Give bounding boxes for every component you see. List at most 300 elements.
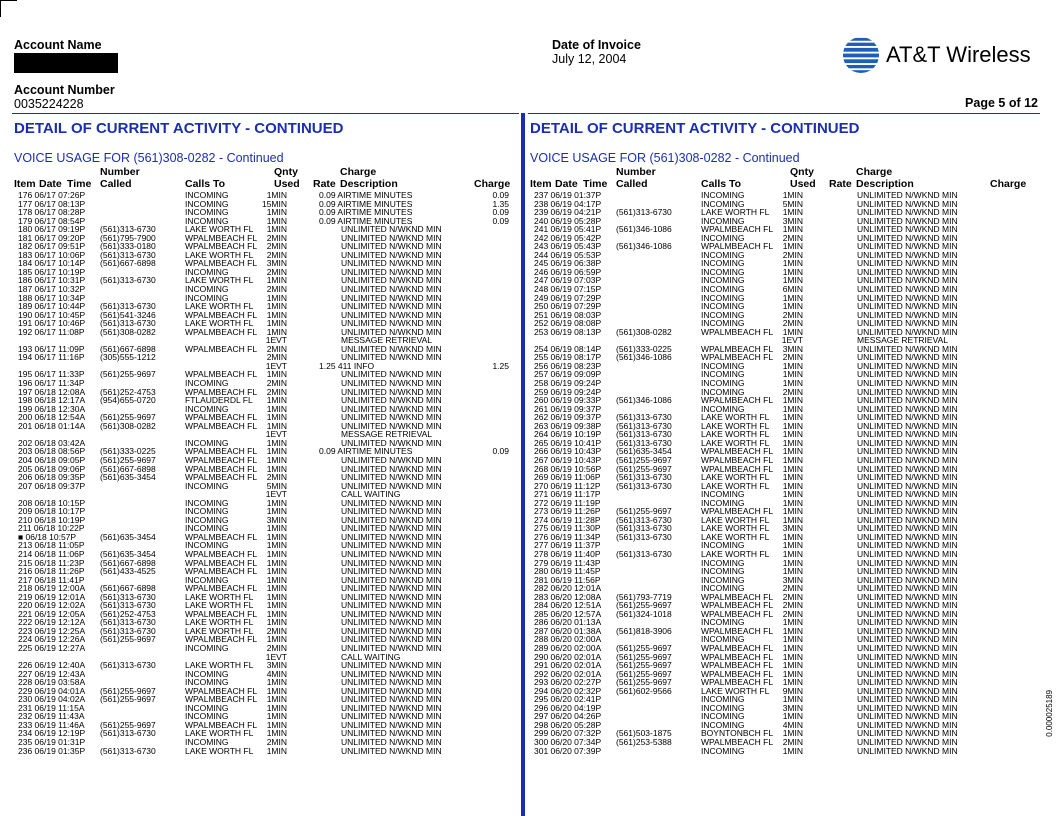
cell-calls-to: LAKE WORTH FL xyxy=(185,728,254,739)
cell-rate-description: UNLIMITED N/WKND MIN xyxy=(857,437,958,448)
cell-rate-description: UNLIMITED N/WKND MIN xyxy=(857,711,958,722)
table-row xyxy=(12,439,509,448)
cell-calls-to: WPALMBEACH FL xyxy=(185,412,258,423)
cell-item-date-time: 242 06/19 05:42P xyxy=(534,232,602,243)
cell-item-date-time: 226 06/19 12:40A xyxy=(18,660,86,671)
cell-charge: 0.09 xyxy=(492,215,509,226)
cell-called-number: (561)313-6730 xyxy=(100,617,156,628)
cell-charge: 1.35 xyxy=(492,198,509,209)
cell-calls-to: INCOMING xyxy=(185,702,229,713)
cell-rate-description: UNLIMITED N/WKND MIN xyxy=(857,728,958,739)
cell-item-date-time: 272 06/19 11:19P xyxy=(534,497,601,508)
column-headers xyxy=(12,165,509,191)
cell-rate-description: UNLIMITED N/WKND MIN xyxy=(341,497,442,508)
cell-calls-to: INCOMING xyxy=(701,360,745,371)
cell-qty-used: 1MIN xyxy=(782,540,803,551)
hdr-number: Number xyxy=(100,166,140,178)
cell-item-date-time: 300 06/20 07:34P xyxy=(534,737,602,747)
cell-item-date-time: 201 06/18 01:14A xyxy=(18,420,86,431)
cell-qty-used: 1MIN xyxy=(782,463,803,474)
cell-called-number: (561)255-9697 xyxy=(100,694,156,705)
cell-called-number: (561)818-3906 xyxy=(616,625,672,636)
cell-calls-to: INCOMING xyxy=(701,198,745,209)
cell-rate-description: UNLIMITED N/WKND MIN xyxy=(341,660,442,671)
cell-item-date-time: 217 06/18 11:41P xyxy=(18,574,85,585)
cell-calls-to: INCOMING xyxy=(185,198,229,209)
cell-called-number: (561)313-6730 xyxy=(616,437,672,448)
hdr-rate-r: Rate xyxy=(829,178,852,190)
cell-qty-used: 1MIN xyxy=(782,531,803,542)
cell-rate-description: UNLIMITED N/WKND MIN xyxy=(857,514,958,525)
cell-item-date-time: 182 06/17 09:51P xyxy=(18,241,86,252)
cell-qty-used: 1MIN xyxy=(782,241,803,252)
cell-item-date-time: 263 06/19 09:38P xyxy=(534,420,602,431)
cell-called-number: (561)313-6730 xyxy=(616,420,672,431)
section-title: DETAIL OF CURRENT ACTIVITY - CONTINUED xyxy=(14,120,344,137)
cell-calls-to: WPALMBEACH FL xyxy=(185,608,258,619)
cell-rate-description: UNLIMITED N/WKND MIN xyxy=(857,685,958,696)
cell-item-date-time: 177 06/17 08:13P xyxy=(18,198,86,209)
cell-calls-to: WPALMBEACH FL xyxy=(701,224,774,235)
cell-item-date-time: 288 06/20 02:00A xyxy=(534,634,602,645)
cell-rate-description: UNLIMITED N/WKND MIN xyxy=(857,574,958,585)
cell-rate-description: UNLIMITED N/WKND MIN xyxy=(857,557,958,568)
cell-qty-used: 1EVT xyxy=(781,335,803,346)
cell-item-date-time: 295 06/20 02:41P xyxy=(534,694,602,705)
cell-rate-description: UNLIMITED N/WKND MIN xyxy=(341,617,442,628)
cell-called-number: (561)313-6730 xyxy=(616,412,672,423)
cell-qty-used: 1MIN xyxy=(266,728,287,739)
hdr-used: Used xyxy=(274,178,300,190)
cell-qty-used: 1EVT xyxy=(265,651,287,662)
left-usage-rows xyxy=(12,191,509,755)
account-number-label: Account Number xyxy=(14,83,115,97)
hdr-charge-top: Charge xyxy=(340,166,377,178)
cell-qty-used: 1MIN xyxy=(266,591,287,602)
cell-qty-used: 1MIN xyxy=(782,489,803,500)
cell-rate-description: UNLIMITED N/WKND MIN xyxy=(857,617,958,628)
cell-calls-to: LAKE WORTH FL xyxy=(701,685,770,696)
cell-qty-used: 1MIN xyxy=(266,523,287,534)
cell-rate-description: UNLIMITED N/WKND MIN xyxy=(857,531,958,542)
cell-calls-to: INCOMING xyxy=(185,540,229,551)
cell-rate-description: UNLIMITED N/WKND MIN xyxy=(341,728,442,739)
cell-qty-used: 1MIN xyxy=(782,437,803,448)
cell-rate-description: UNLIMITED N/WKND MIN xyxy=(341,531,442,542)
cell-qty-used: 1MIN xyxy=(782,429,803,440)
cell-called-number: (561)602-9566 xyxy=(616,685,672,696)
cell-item-date-time: 266 06/19 10:43P xyxy=(534,446,602,457)
cell-qty-used: 1MIN xyxy=(266,318,287,329)
cell-calls-to: LAKE WORTH FL xyxy=(185,591,254,602)
cell-calls-to: LAKE WORTH FL xyxy=(701,207,770,218)
invoice-date-block xyxy=(552,38,641,66)
cell-item-date-time: 191 06/17 10:46P xyxy=(18,318,86,329)
cell-item-date-time: 180 06/17 09:19P xyxy=(18,224,86,235)
cell-calls-to: INCOMING xyxy=(701,403,745,414)
cell-item-date-time: 258 06/19 09:24P xyxy=(534,378,602,389)
cell-rate-description: UNLIMITED N/WKND MIN xyxy=(857,343,958,354)
cell-calls-to: INCOMING xyxy=(701,711,745,722)
cell-called-number: (561)313-6730 xyxy=(616,480,672,491)
cell-rate-description: UNLIMITED N/WKND MIN xyxy=(857,472,958,483)
cell-calls-to: WPALMBEACH FL xyxy=(701,737,774,747)
cell-rate-description: UNLIMITED N/WKND MIN xyxy=(857,694,958,705)
att-wireless-logo xyxy=(842,36,1031,74)
cell-item-date-time: 289 06/20 02:00A xyxy=(534,642,602,653)
cell-called-number: (561)333-0180 xyxy=(100,241,156,252)
cell-calls-to: WPALMBEACH FL xyxy=(185,232,258,243)
cell-qty-used: 4MIN xyxy=(266,668,287,679)
cell-calls-to: WPALMBEACH FL xyxy=(701,677,774,688)
cell-calls-to: WPALMBEACH FL xyxy=(185,548,258,559)
cell-calls-to: WPALMBEACH FL xyxy=(701,343,774,354)
cell-rate-description: UNLIMITED N/WKND MIN xyxy=(341,454,442,465)
cell-item-date-time: 233 06/19 11:46A xyxy=(18,719,85,730)
cell-qty-used: 1MIN xyxy=(782,301,803,312)
cell-qty-used: 2MIN xyxy=(266,472,287,483)
cell-qty-used: 1MIN xyxy=(266,309,287,320)
cell-calls-to: INCOMING xyxy=(701,369,745,380)
hdr-charge-r: Charge xyxy=(990,178,1027,190)
table-row xyxy=(12,200,509,209)
cell-calls-to: WPALMBEACH FL xyxy=(701,352,774,363)
cell-rate-description: UNLIMITED N/WKND MIN xyxy=(341,557,442,568)
cell-qty-used: 2MIN xyxy=(782,737,803,747)
cell-called-number: (561)346-1086 xyxy=(616,395,672,406)
cell-called-number: (561)255-9697 xyxy=(100,369,156,380)
hdr-called-r: Called xyxy=(616,178,648,190)
cell-calls-to: INCOMING xyxy=(185,523,229,534)
cell-qty-used: 1MIN xyxy=(266,566,287,577)
cell-item-date-time: 251 06/19 08:03P xyxy=(534,309,602,320)
cell-item-date-time: 229 06/19 04:01A xyxy=(18,685,86,696)
cell-qty-used: 1MIN xyxy=(266,540,287,551)
cell-calls-to: WPALMBEACH FL xyxy=(701,506,774,517)
cell-rate-description: UNLIMITED N/WKND MIN xyxy=(857,600,958,611)
cell-qty-used: 1MIN xyxy=(782,275,803,286)
cell-calls-to: INCOMING xyxy=(185,668,229,679)
cell-rate-description: UNLIMITED N/WKND MIN xyxy=(857,326,958,337)
cell-qty-used: 2MIN xyxy=(782,600,803,611)
cell-calls-to: WPALMBEACH FL xyxy=(185,531,258,542)
cell-qty-used: 2MIN xyxy=(782,583,803,594)
cell-qty-used: 2MIN xyxy=(266,737,287,747)
cell-qty-used: 1MIN xyxy=(782,403,803,414)
cell-qty-used: 1MIN xyxy=(782,258,803,269)
cell-rate-description: UNLIMITED N/WKND MIN xyxy=(341,420,442,431)
cell-item-date-time: 203 06/18 08:56P xyxy=(18,446,86,457)
cell-calls-to: WPALMBEACH FL xyxy=(701,660,774,671)
cell-qty-used: 1EVT xyxy=(265,489,287,500)
cell-called-number: (561)255-9697 xyxy=(616,454,672,465)
brand-name: AT&T Wireless xyxy=(886,42,1031,67)
cell-item-date-time: 296 06/20 04:19P xyxy=(534,702,602,713)
cell-rate-description: UNLIMITED N/WKND MIN xyxy=(857,403,958,414)
cell-item-date-time: 200 06/18 12:54A xyxy=(18,412,86,423)
cell-item-date-time: 194 06/17 11:16P xyxy=(18,352,85,363)
section-title-right: DETAIL OF CURRENT ACTIVITY - CONTINUED xyxy=(530,120,860,137)
cell-rate-description: UNLIMITED N/WKND MIN xyxy=(857,360,958,371)
cell-qty-used: 1MIN xyxy=(782,514,803,525)
cell-item-date-time: 285 06/20 12:57A xyxy=(534,608,602,619)
cell-called-number: (561)667-6898 xyxy=(100,258,156,269)
cell-item-date-time: 176 06/17 07:26P xyxy=(18,190,86,200)
cell-item-date-time: 284 06/20 12:51A xyxy=(534,600,602,611)
cell-rate-description: 0.09 AIRTIME MINUTES xyxy=(319,198,413,209)
cell-calls-to: LAKE WORTH FL xyxy=(701,523,770,534)
cell-called-number: (561)313-6730 xyxy=(616,514,672,525)
cell-rate-description: UNLIMITED N/WKND MIN xyxy=(341,600,442,611)
cell-calls-to: WPALMBEACH FL xyxy=(185,420,258,431)
cell-qty-used: 1MIN xyxy=(266,275,287,286)
cell-item-date-time: 178 06/17 08:28P xyxy=(18,207,86,218)
cell-qty-used: 2MIN xyxy=(266,241,287,252)
cell-charge: 1.25 xyxy=(492,360,509,371)
cell-calls-to: WPALMBEACH FL xyxy=(185,634,258,645)
cell-called-number: (561)255-9697 xyxy=(100,634,156,645)
cell-item-date-time: 231 06/19 11:15A xyxy=(18,702,85,713)
cell-calls-to: INCOMING xyxy=(185,378,229,389)
cell-item-date-time: 210 06/18 10:19P xyxy=(18,514,86,525)
cell-item-date-time: 271 06/19 11:17P xyxy=(534,489,601,500)
cell-rate-description: UNLIMITED N/WKND MIN xyxy=(341,224,442,235)
cell-item-date-time: 196 06/17 11:34P xyxy=(18,378,85,389)
cell-called-number: (561)313-6730 xyxy=(100,660,156,671)
cell-rate-description: UNLIMITED N/WKND MIN xyxy=(341,480,442,491)
cell-item-date-time: 213 06/18 11:05P xyxy=(18,540,85,551)
cell-calls-to: INCOMING xyxy=(701,540,745,551)
cell-item-date-time: 252 06/19 08:08P xyxy=(534,318,602,329)
cell-calls-to: LAKE WORTH FL xyxy=(701,412,770,423)
cell-rate-description: UNLIMITED N/WKND MIN xyxy=(857,429,958,440)
cell-calls-to: WPALMBEACH FL xyxy=(185,472,258,483)
cell-qty-used: 2MIN xyxy=(266,352,287,363)
cell-calls-to: WPALMBEACH FL xyxy=(185,454,258,465)
cell-charge: 0.09 xyxy=(492,207,509,218)
cell-item-date-time: 243 06/19 05:43P xyxy=(534,241,602,252)
cell-rate-description: UNLIMITED N/WKND MIN xyxy=(857,446,958,457)
cell-called-number: (561)308-0282 xyxy=(100,420,156,431)
cell-rate-description: UNLIMITED N/WKND MIN xyxy=(857,190,958,200)
cell-rate-description: UNLIMITED N/WKND MIN xyxy=(857,454,958,465)
cell-qty-used: 2MIN xyxy=(266,642,287,653)
cell-qty-used: 1MIN xyxy=(782,224,803,235)
cell-rate-description: UNLIMITED N/WKND MIN xyxy=(341,514,442,525)
cell-qty-used: 2MIN xyxy=(782,318,803,329)
cell-rate-description: UNLIMITED N/WKND MIN xyxy=(857,737,958,747)
cell-item-date-time: 244 06/19 05:53P xyxy=(534,249,602,260)
cell-called-number: (561)667-6898 xyxy=(100,557,156,568)
hdr-time: Time xyxy=(67,178,92,190)
cell-rate-description: UNLIMITED N/WKND MIN xyxy=(341,625,442,636)
cell-called-number: (561)255-9697 xyxy=(616,463,672,474)
cell-calls-to: LAKE WORTH FL xyxy=(701,437,770,448)
cell-calls-to: INCOMING xyxy=(701,617,745,628)
cell-rate-description: UNLIMITED N/WKND MIN xyxy=(341,668,442,679)
cell-calls-to: INCOMING xyxy=(701,378,745,389)
cell-item-date-time: 236 06/19 01:35P xyxy=(18,745,86,756)
cell-rate-description: UNLIMITED N/WKND MIN xyxy=(857,318,958,329)
cell-rate-description: UNLIMITED N/WKND MIN xyxy=(857,292,958,303)
cell-item-date-time: 275 06/19 11:30P xyxy=(534,523,601,534)
cell-item-date-time: 188 06/17 10:34P xyxy=(18,292,86,303)
cell-calls-to: WPALMBEACH FL xyxy=(701,454,774,465)
cell-item-date-time: 230 06/19 04:02A xyxy=(18,694,86,705)
cell-calls-to: WPALMBEACH FL xyxy=(185,719,258,730)
cell-qty-used: 2MIN xyxy=(782,352,803,363)
cell-qty-used: 1MIN xyxy=(266,574,287,585)
cell-item-date-time: 264 06/19 10:19P xyxy=(534,429,602,440)
cell-item-date-time: 208 06/18 10:15P xyxy=(18,497,86,508)
cell-rate-description: UNLIMITED N/WKND MIN xyxy=(857,275,958,286)
hdr-description: Description xyxy=(340,178,398,190)
cell-qty-used: 5MIN xyxy=(782,198,803,209)
voice-usage-title: VOICE USAGE FOR (561)308-0282 - Continued xyxy=(14,151,284,165)
cell-called-number: (561)635-3454 xyxy=(100,548,156,559)
cell-called-number: (561)255-9697 xyxy=(616,660,672,671)
cell-rate-description: UNLIMITED N/WKND MIN xyxy=(857,566,958,577)
cell-item-date-time: 202 06/18 03:42A xyxy=(18,437,86,448)
cell-rate-description: UNLIMITED N/WKND MIN xyxy=(341,702,442,713)
cell-item-date-time: 260 06/19 09:33P xyxy=(534,395,602,406)
cell-item-date-time: 199 06/18 12:30A xyxy=(18,403,86,414)
cell-rate-description: UNLIMITED N/WKND MIN xyxy=(341,284,442,295)
cell-rate-description: UNLIMITED N/WKND MIN xyxy=(857,386,958,397)
cell-item-date-time: 206 06/18 09:35P xyxy=(18,472,86,483)
cell-qty-used: 1MIN xyxy=(266,190,287,200)
cell-qty-used: 1MIN xyxy=(782,728,803,739)
cell-calls-to: INCOMING xyxy=(701,318,745,329)
cell-called-number: (561)313-6730 xyxy=(616,531,672,542)
cell-item-date-time: 228 06/19 03:58A xyxy=(18,677,86,688)
cell-rate-description: UNLIMITED N/WKND MIN xyxy=(857,241,958,252)
cell-qty-used: 1MIN xyxy=(782,326,803,337)
cell-rate-description: 0.09 AIRTIME MINUTES xyxy=(319,215,413,226)
cell-rate-description: UNLIMITED N/WKND MIN xyxy=(857,642,958,653)
cell-qty-used: 1MIN xyxy=(782,412,803,423)
cell-called-number: (561)503-1875 xyxy=(616,728,672,739)
cell-rate-description: UNLIMITED N/WKND MIN xyxy=(341,249,442,260)
cell-calls-to: INCOMING xyxy=(185,737,229,747)
cell-item-date-time: 209 06/18 10:17P xyxy=(18,506,86,517)
cell-qty-used: 1MIN xyxy=(266,207,287,218)
cell-item-date-time: 286 06/20 01:13A xyxy=(534,617,602,628)
cell-calls-to: INCOMING xyxy=(185,480,229,491)
cell-rate-description: UNLIMITED N/WKND MIN xyxy=(341,737,442,747)
cell-called-number: (561)255-9697 xyxy=(616,668,672,679)
cell-rate-description: UNLIMITED N/WKND MIN xyxy=(341,232,442,243)
cell-qty-used: 1MIN xyxy=(266,292,287,303)
cell-item-date-time: 224 06/19 12:26A xyxy=(18,634,86,645)
cell-rate-description: UNLIMITED N/WKND MIN xyxy=(341,258,442,269)
cell-called-number: (561)253-5388 xyxy=(616,737,672,747)
column-divider xyxy=(521,113,525,816)
cell-qty-used: 1MIN xyxy=(266,711,287,722)
cell-qty-used: 6MIN xyxy=(782,284,803,295)
cell-rate-description: UNLIMITED N/WKND MIN xyxy=(857,369,958,380)
cell-item-date-time: 185 06/17 10:19P xyxy=(18,266,86,277)
cell-rate-description: UNLIMITED N/WKND MIN xyxy=(857,232,958,243)
cell-calls-to: INCOMING xyxy=(701,386,745,397)
cell-rate-description: UNLIMITED N/WKND MIN xyxy=(341,352,442,363)
cell-called-number: (561)313-6730 xyxy=(100,249,156,260)
cell-rate-description: UNLIMITED N/WKND MIN xyxy=(857,608,958,619)
hdr-date: Date xyxy=(39,178,62,190)
cell-qty-used: 1MIN xyxy=(782,660,803,671)
cell-item-date-time: 215 06/18 11:23P xyxy=(18,557,85,568)
cell-called-number: (561)255-9697 xyxy=(100,719,156,730)
cell-rate-description: UNLIMITED N/WKND MIN xyxy=(341,309,442,320)
cell-called-number: (561)793-7719 xyxy=(616,591,672,602)
cell-item-date-time: 186 06/17 10:31P xyxy=(18,275,86,286)
table-row xyxy=(12,644,509,653)
cell-item-date-time: 283 06/20 12:08A xyxy=(534,591,602,602)
invoice-date: July 12, 2004 xyxy=(552,52,627,66)
cell-item-date-time: 257 06/19 09:09P xyxy=(534,369,602,380)
cell-qty-used: 1MIN xyxy=(782,677,803,688)
cell-called-number: (561)333-0225 xyxy=(100,446,156,457)
cell-qty-used: 1MIN xyxy=(782,292,803,303)
cell-rate-description: UNLIMITED N/WKND MIN xyxy=(857,651,958,662)
cell-rate-description: UNLIMITED N/WKND MIN xyxy=(341,711,442,722)
hdr-used-r: Used xyxy=(790,178,816,190)
cell-item-date-time: 273 06/19 11:26P xyxy=(534,506,601,517)
cell-called-number: (561)667-6898 xyxy=(100,583,156,594)
cell-qty-used: 3MIN xyxy=(782,574,803,585)
cell-qty-used: 2MIN xyxy=(782,309,803,320)
cell-item-date-time: 293 06/20 02:27P xyxy=(534,677,602,688)
cell-calls-to: WPALMBEACH FL xyxy=(701,241,774,252)
cell-rate-description: UNLIMITED N/WKND MIN xyxy=(857,677,958,688)
cell-calls-to: WPALMBEACH FL xyxy=(185,557,258,568)
cell-rate-description: UNLIMITED N/WKND MIN xyxy=(341,326,442,337)
table-row xyxy=(12,482,509,491)
cell-calls-to: INCOMING xyxy=(701,249,745,260)
cell-item-date-time: 214 06/18 11:06P xyxy=(18,548,85,559)
cell-rate-description: UNLIMITED N/WKND MIN xyxy=(857,395,958,406)
cell-calls-to: WPALMBEACH FL xyxy=(185,566,258,577)
table-row xyxy=(528,747,1025,756)
cell-qty-used: 1MIN xyxy=(266,506,287,517)
cell-item-date-time: 241 06/19 05:41P xyxy=(534,224,602,235)
cell-rate-description: MESSAGE RETRIEVAL xyxy=(857,335,949,346)
cell-qty-used: 1MIN xyxy=(266,215,287,226)
cell-qty-used: 1MIN xyxy=(782,190,803,200)
cell-rate-description: UNLIMITED N/WKND MIN xyxy=(341,591,442,602)
cell-qty-used: 1MIN xyxy=(266,677,287,688)
cell-qty-used: 1MIN xyxy=(782,378,803,389)
cell-calls-to: WPALMBEACH FL xyxy=(185,326,258,337)
cell-qty-used: 1MIN xyxy=(266,446,287,457)
account-block xyxy=(14,38,118,111)
cell-rate-description: UNLIMITED N/WKND MIN xyxy=(341,403,442,414)
cell-rate-description: UNLIMITED N/WKND MIN xyxy=(857,497,958,508)
cell-calls-to: LAKE WORTH FL xyxy=(185,275,254,286)
cell-rate-description: UNLIMITED N/WKND MIN xyxy=(857,266,958,277)
cell-item-date-time: 292 06/20 02:01A xyxy=(534,668,602,679)
left-column xyxy=(12,114,509,755)
cell-called-number: (561)313-6730 xyxy=(100,728,156,739)
cell-qty-used: 1MIN xyxy=(266,694,287,705)
cell-item-date-time: 232 06/19 11:43A xyxy=(18,711,85,722)
cell-qty-used: 1MIN xyxy=(782,454,803,465)
cell-called-number: (561)313-6730 xyxy=(100,301,156,312)
cell-qty-used: 3MIN xyxy=(266,660,287,671)
cell-qty-used: 1MIN xyxy=(266,745,287,756)
cell-rate-description: UNLIMITED N/WKND MIN xyxy=(341,583,442,594)
cell-rate-description: UNLIMITED N/WKND MIN xyxy=(341,506,442,517)
